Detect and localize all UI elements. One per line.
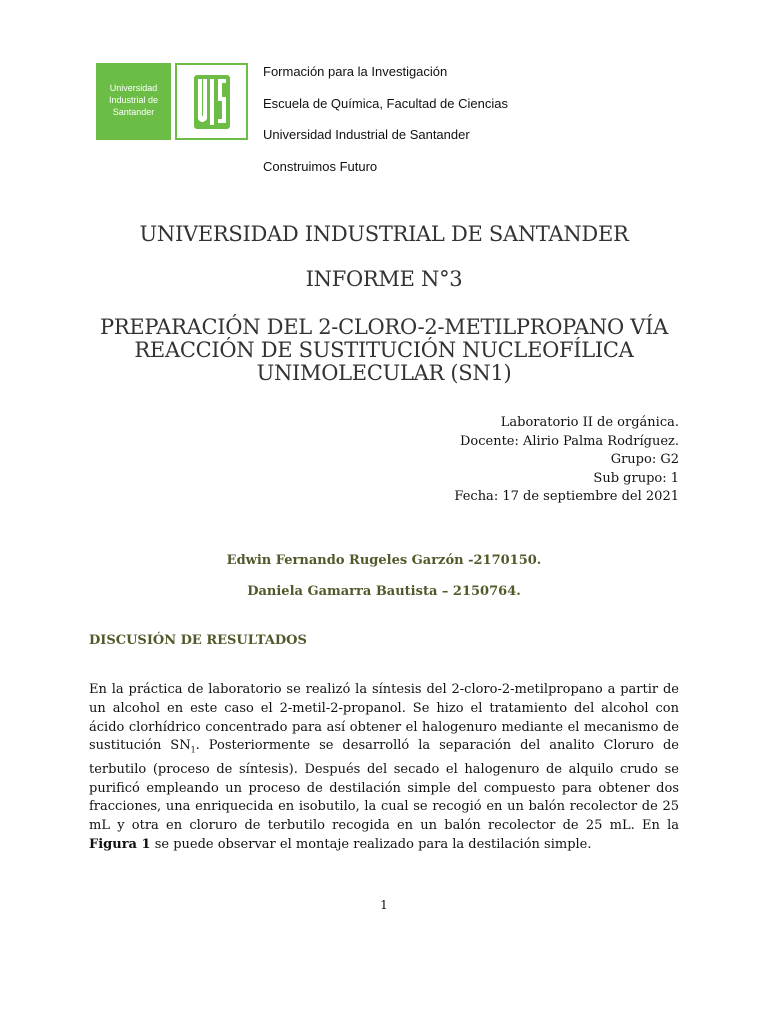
topic-title-line: UNIMOLECULAR (SN1) (256, 361, 512, 385)
topic-title (60, 316, 708, 385)
lab-name: Laboratorio II de orgánica. (500, 415, 679, 430)
report-metadata (454, 414, 679, 507)
subgroup-label: Sub grupo: 1 (593, 470, 679, 486)
uis-seal-icon (175, 63, 248, 140)
group-label: Grupo: G2 (610, 452, 679, 467)
header-line: Universidad Industrial de Santander (263, 127, 470, 142)
logo-text-line: Industrial de (108, 95, 159, 105)
date-label: Fecha: 17 de septiembre del 2021 (454, 489, 679, 504)
university-title: UNIVERSIDAD INDUSTRIAL DE SANTANDER (139, 222, 629, 246)
paragraph-text: . Posteriormente se desarrolló la separación del analito Cloruro de terbutilo (proceso de síntesis). Después del secado el halogenuro de alquilo crudo se purificó empleando un proceso de destilación simple del compuesto para obtener dos fracciones, una enriquecida en isobutilo, la cual se recogió en un balón recolector de 25 mL y otra en cloruro de terbutilo recogida en un balón recolector de 25 mL. En la (89, 738, 679, 834)
teacher-name: Docente: Alirio Palma Rodríguez. (459, 433, 679, 449)
author-name: Daniela Gamarra Bautista – 2150764. (247, 584, 521, 599)
logo-text-line: Universidad (109, 83, 158, 93)
figure-reference: Figura 1 (89, 836, 151, 852)
topic-title-line: REACCIÓN DE SUSTITUCIÓN NUCLEOFÍLICA (134, 338, 634, 362)
header-line: Formación para la Investigación (263, 64, 448, 79)
logo-text-line: Santander (112, 107, 155, 117)
header-line: Construimos Futuro (263, 158, 378, 174)
body-paragraph (89, 681, 679, 855)
university-logo (96, 63, 248, 140)
topic-title-line: PREPARACIÓN DEL 2-CLORO-2-METILPROPANO VÍA (100, 315, 668, 339)
paragraph-subscript: 1 (190, 745, 196, 755)
author-name: Edwin Fernando Rugeles Garzón -2170150. (226, 553, 542, 568)
paragraph-text: se puede observar el montaje realizado para la destilación simple. (150, 836, 592, 852)
section-heading: DISCUSIÓN DE RESULTADOS (89, 633, 307, 648)
report-title: INFORME N°3 (305, 267, 463, 291)
institution-header (263, 64, 508, 190)
paragraph-text: En la práctica de laboratorio se realizó la síntesis del 2-cloro-2-metilpropano a partir de un alcohol en este caso el 2-metil-2-propanol. Se hizo el tratamiento del alcohol con ácido clorhídrico concentrado para así obtener el halogenuro mediante el mecanismo de sustitución SN (89, 682, 679, 754)
header-line: Escuela de Química, Facultad de Ciencias (263, 95, 508, 111)
page-number: 1 (380, 898, 388, 912)
logo-text-panel (96, 63, 171, 140)
